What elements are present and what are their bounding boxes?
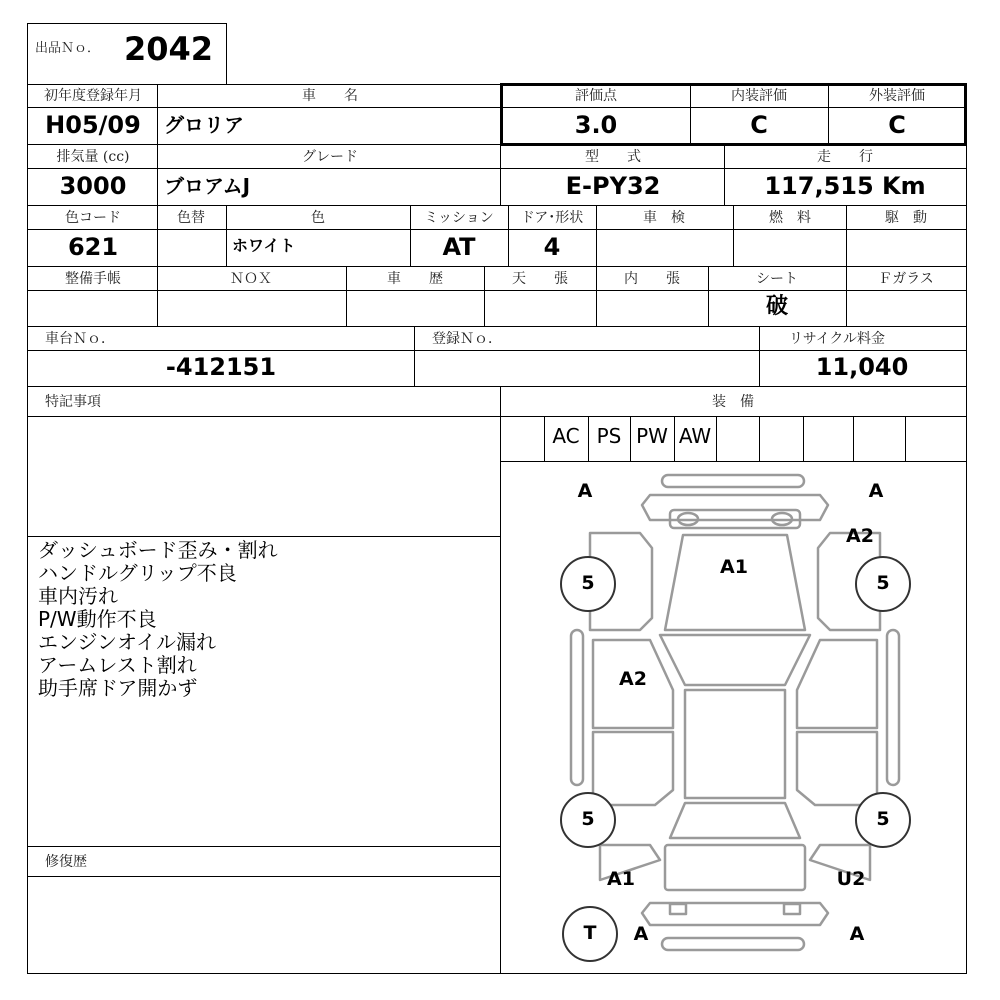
mark-rear-left-tire: 5: [581, 808, 595, 830]
note-line: ダッシュボード歪み・割れ: [38, 538, 278, 562]
note-line: ハンドルグリップ不良: [38, 561, 237, 585]
rear-left-lamp-shape: [670, 904, 686, 914]
trunk-shape: [665, 845, 805, 890]
left-rear-door-shape: [593, 732, 673, 805]
mark-rear-right-corner: A: [849, 923, 865, 945]
displacement-label: 排気量 (cc): [56, 149, 130, 165]
note-line: 車内汚れ: [38, 584, 118, 608]
registration-number-label: 登録Ｎｏ．: [432, 331, 502, 347]
equipment-label: 装 備: [712, 394, 754, 410]
vehicle-history-label: 車 歴: [387, 271, 443, 287]
interior-grade-value: C: [750, 111, 768, 139]
rear-window-shape: [670, 803, 800, 838]
grade-label: グレード: [302, 149, 358, 165]
repaint-label: 色替: [177, 210, 205, 226]
mark-front-right-corner: A: [868, 480, 884, 502]
color-code-value: 621: [67, 233, 119, 261]
lot-number: 2042: [124, 30, 214, 68]
note-line: エンジンオイル漏れ: [38, 630, 216, 654]
mark-rear-left: A1: [607, 868, 635, 890]
note-line: 助手席ドア開かず: [38, 676, 198, 700]
fuel-label: 燃 料: [769, 210, 811, 226]
mark-left-door: A2: [619, 668, 647, 690]
chassis-number-value: -412151: [165, 353, 277, 381]
notes-label: 特記事項: [45, 394, 101, 410]
car-name-label: 車 名: [302, 88, 358, 104]
exterior-grade-value: C: [888, 111, 906, 139]
mark-front-left-tire: 5: [581, 572, 595, 594]
mileage-label: 走 行: [817, 149, 873, 165]
score-label: 評価点: [575, 88, 617, 104]
front-bumper-shape: [662, 475, 804, 487]
mileage-value: 117,515 Km: [764, 172, 926, 200]
car-name-value: グロリア: [164, 113, 244, 137]
note-line: アームレスト割れ: [38, 653, 197, 677]
rear-bumper-shape: [662, 938, 804, 950]
mark-hood: A1: [720, 556, 748, 578]
mark-front-right-tire: 5: [876, 572, 890, 594]
mark-rear-left-corner: A: [633, 923, 649, 945]
mark-rear-right: U2: [836, 868, 866, 890]
equipment-ps: PS: [596, 424, 622, 448]
color-code-label: 色コード: [65, 210, 121, 226]
grade-value: ブロアムJ: [164, 174, 251, 198]
recycle-fee-value: 11,040: [815, 353, 909, 381]
roof-shape: [685, 690, 785, 798]
right-rear-door-shape: [797, 732, 877, 805]
model-type-value: E-PY32: [565, 172, 661, 200]
chassis-number-label: 車台Ｎｏ．: [45, 331, 115, 347]
left-sill-shape: [571, 630, 583, 785]
headliner-label: 天 張: [512, 271, 568, 287]
mark-spare-tire: T: [583, 922, 597, 944]
right-sill-shape: [887, 630, 899, 785]
windshield-shape: [660, 635, 810, 685]
mark-rear-right-tire: 5: [876, 808, 890, 830]
seat-label: シート: [756, 271, 798, 287]
first-registration-label: 初年度登録年月: [44, 88, 142, 104]
recycle-fee-label: リサイクル料金: [788, 331, 886, 347]
note-line: P/W動作不良: [38, 607, 157, 631]
model-type-label: 型 式: [585, 149, 641, 165]
windshield-label: Ｆガラス: [878, 271, 934, 287]
maintenance-record-label: 整備手帳: [65, 271, 121, 287]
transmission-label: ミッション: [424, 210, 494, 226]
rear-right-lamp-shape: [784, 904, 800, 914]
equipment-aw: AW: [678, 424, 712, 448]
displacement-value: 3000: [59, 172, 127, 200]
equipment-pw: PW: [636, 424, 668, 448]
equipment-ac: AC: [552, 424, 580, 448]
score-value: 3.0: [574, 111, 618, 139]
color-value: ホワイト: [232, 236, 296, 255]
mark-front-right-fender: A2: [846, 525, 874, 547]
door-shape-label: ドア･形状: [520, 210, 584, 226]
door-shape-value: 4: [543, 233, 561, 261]
interior-lining-label: 内 張: [624, 271, 680, 287]
right-front-door-shape: [797, 640, 877, 728]
color-label: 色: [311, 210, 325, 226]
seat-value: 破: [765, 294, 789, 319]
inspection-label: 車 検: [643, 210, 685, 226]
repair-history-label: 修復歴: [45, 854, 87, 870]
first-registration-value: H05/09: [45, 111, 141, 139]
transmission-value: AT: [442, 233, 476, 261]
nox-label: ＮＯＸ: [230, 271, 272, 287]
exterior-grade-label: 外装評価: [869, 88, 925, 104]
hood-shape: [665, 535, 805, 630]
drive-label: 駆 動: [885, 210, 927, 226]
mark-front-left-corner: A: [577, 480, 593, 502]
lot-number-label: 出品Ｎｏ．: [35, 41, 101, 56]
interior-grade-label: 内装評価: [731, 88, 787, 104]
